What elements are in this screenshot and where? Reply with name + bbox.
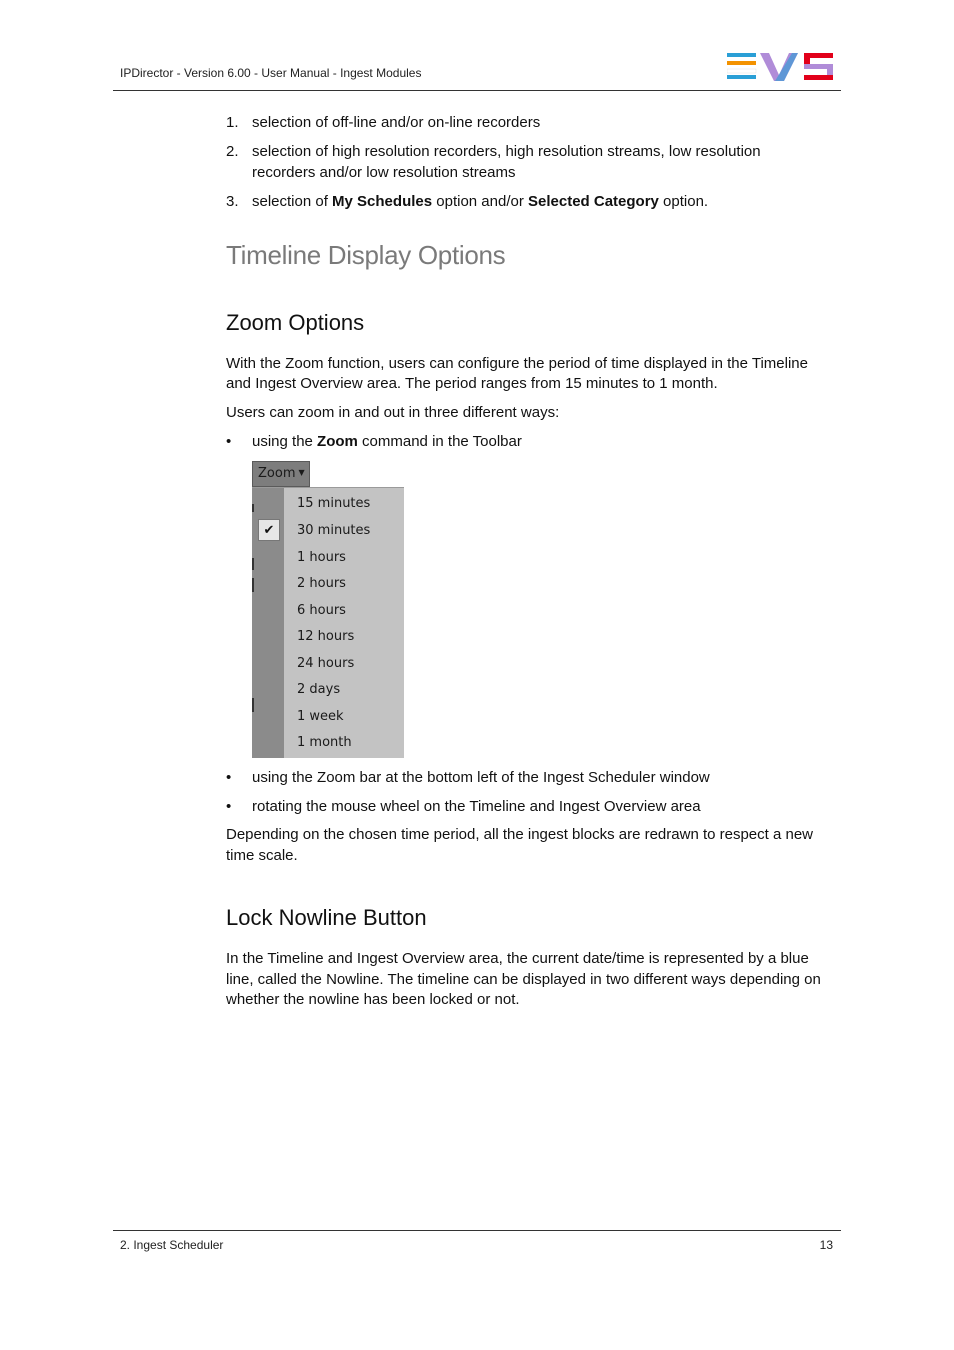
menu-item-2-hours[interactable]: 2 hours <box>297 576 346 591</box>
bullet-item: using the Zoom command in the Toolbar <box>252 433 522 450</box>
menu-item-24-hours[interactable]: 24 hours <box>297 656 355 671</box>
menu-item-1-week[interactable]: 1 week <box>297 709 344 724</box>
footer-chapter: 2. Ingest Scheduler <box>120 1238 224 1252</box>
list-number: 2. <box>226 143 239 160</box>
paragraph: and Ingest Overview area. The period ranges from 15 minutes to 1 month. <box>226 375 718 392</box>
menu-item-2-days[interactable]: 2 days <box>297 682 341 697</box>
paragraph: Users can zoom in and out in three different ways: <box>226 404 560 421</box>
menu-item-1-month[interactable]: 1 month <box>297 735 352 750</box>
zoom-options-heading: Zoom Options <box>226 310 365 335</box>
footer-rule <box>113 1230 841 1231</box>
paragraph: With the Zoom function, users can configure the period of time displayed in the Timeline <box>226 355 808 372</box>
menu-item-15-minutes[interactable]: 15 minutes <box>297 496 371 511</box>
list-number: 1. <box>226 114 239 131</box>
zoom-menu-screenshot <box>252 461 404 757</box>
lock-nowline-heading: Lock Nowline Button <box>226 905 427 930</box>
check-icon: ✔ <box>258 519 280 541</box>
section-title: Timeline Display Options <box>226 240 506 270</box>
list-item: recorders and/or low resolution streams <box>252 164 516 181</box>
menu-item-6-hours[interactable]: 6 hours <box>297 603 346 618</box>
list-number: 3. <box>226 193 239 210</box>
list-item: selection of My Schedules option and/or Selected Category option. <box>252 193 709 210</box>
bullet: • <box>226 769 232 786</box>
paragraph: whether the nowline has been locked or not. <box>226 991 520 1008</box>
zoom-dropdown-button[interactable]: Zoom ▼ <box>252 461 310 487</box>
list-item: selection of off-line and/or on-line recorders <box>252 114 541 131</box>
paragraph: Depending on the chosen time period, all the ingest blocks are redrawn to respect a new <box>226 826 814 843</box>
paragraph: line, called the Nowline. The timeline can be displayed in two different ways depending on <box>226 971 821 988</box>
header-title: IPDirector - Version 6.00 - User Manual - Ingest Modules <box>120 66 422 80</box>
page-number: 13 <box>819 1238 833 1252</box>
bullet-item: using the Zoom bar at the bottom left of the Ingest Scheduler window <box>252 769 710 786</box>
list-item: selection of high resolution recorders, high resolution streams, low resolution <box>252 143 761 160</box>
paragraph: time scale. <box>226 847 298 864</box>
bullet: • <box>226 798 232 815</box>
bullet-item: rotating the mouse wheel on the Timeline and Ingest Overview area <box>252 798 701 815</box>
menu-item-12-hours[interactable]: 12 hours <box>297 629 355 644</box>
menu-item-30-minutes[interactable]: 30 minutes <box>297 523 371 538</box>
header-rule <box>113 90 841 91</box>
evs-logo <box>727 53 835 81</box>
bullet: • <box>226 433 232 450</box>
caret-down-icon: ▼ <box>298 468 305 477</box>
menu-item-1-hours[interactable]: 1 hours <box>297 550 346 565</box>
paragraph: In the Timeline and Ingest Overview area, the current date/time is represented by a blue <box>226 950 809 967</box>
zoom-menu <box>252 487 404 758</box>
